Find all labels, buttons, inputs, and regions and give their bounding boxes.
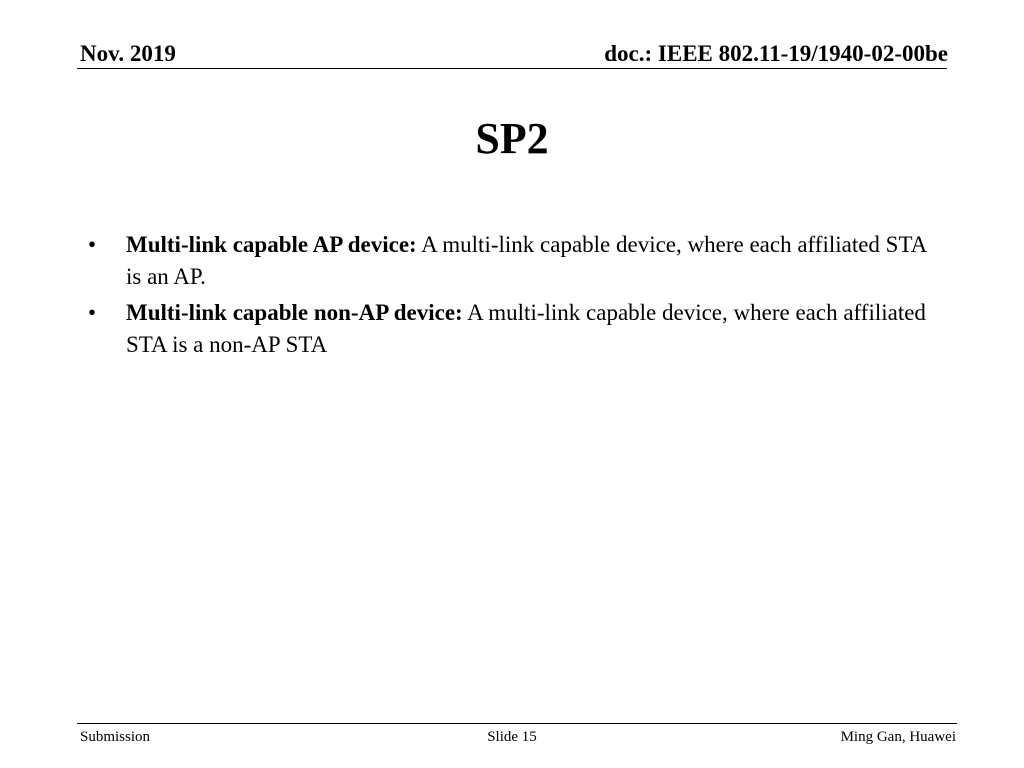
bullet-text: A multi-link capable device, where each affiliated STA is a non-AP STA <box>126 300 926 357</box>
header-doc-id: doc.: IEEE 802.11-19/1940-02-00be <box>604 41 948 66</box>
bullet-text: A multi-link capable device, where each affiliated STA is an AP. <box>126 232 927 289</box>
bullet-term: Multi-link capable AP device: <box>126 232 417 257</box>
slide-title: SP2 <box>475 114 549 163</box>
header-date: Nov. 2019 <box>80 41 176 66</box>
header-divider <box>77 68 947 69</box>
footer-submission: Submission <box>80 729 151 745</box>
bullet-item <box>88 229 938 293</box>
bullet-marker: • <box>88 232 97 257</box>
bullet-item <box>88 297 938 361</box>
bullet-marker: • <box>88 300 97 325</box>
footer-author: Ming Gan, Huawei <box>840 729 956 745</box>
bullet-term: Multi-link capable non-AP device: <box>126 300 463 325</box>
bullet-list <box>88 229 938 365</box>
footer-slide-number: Slide 15 <box>487 729 537 745</box>
footer-divider <box>77 723 957 724</box>
